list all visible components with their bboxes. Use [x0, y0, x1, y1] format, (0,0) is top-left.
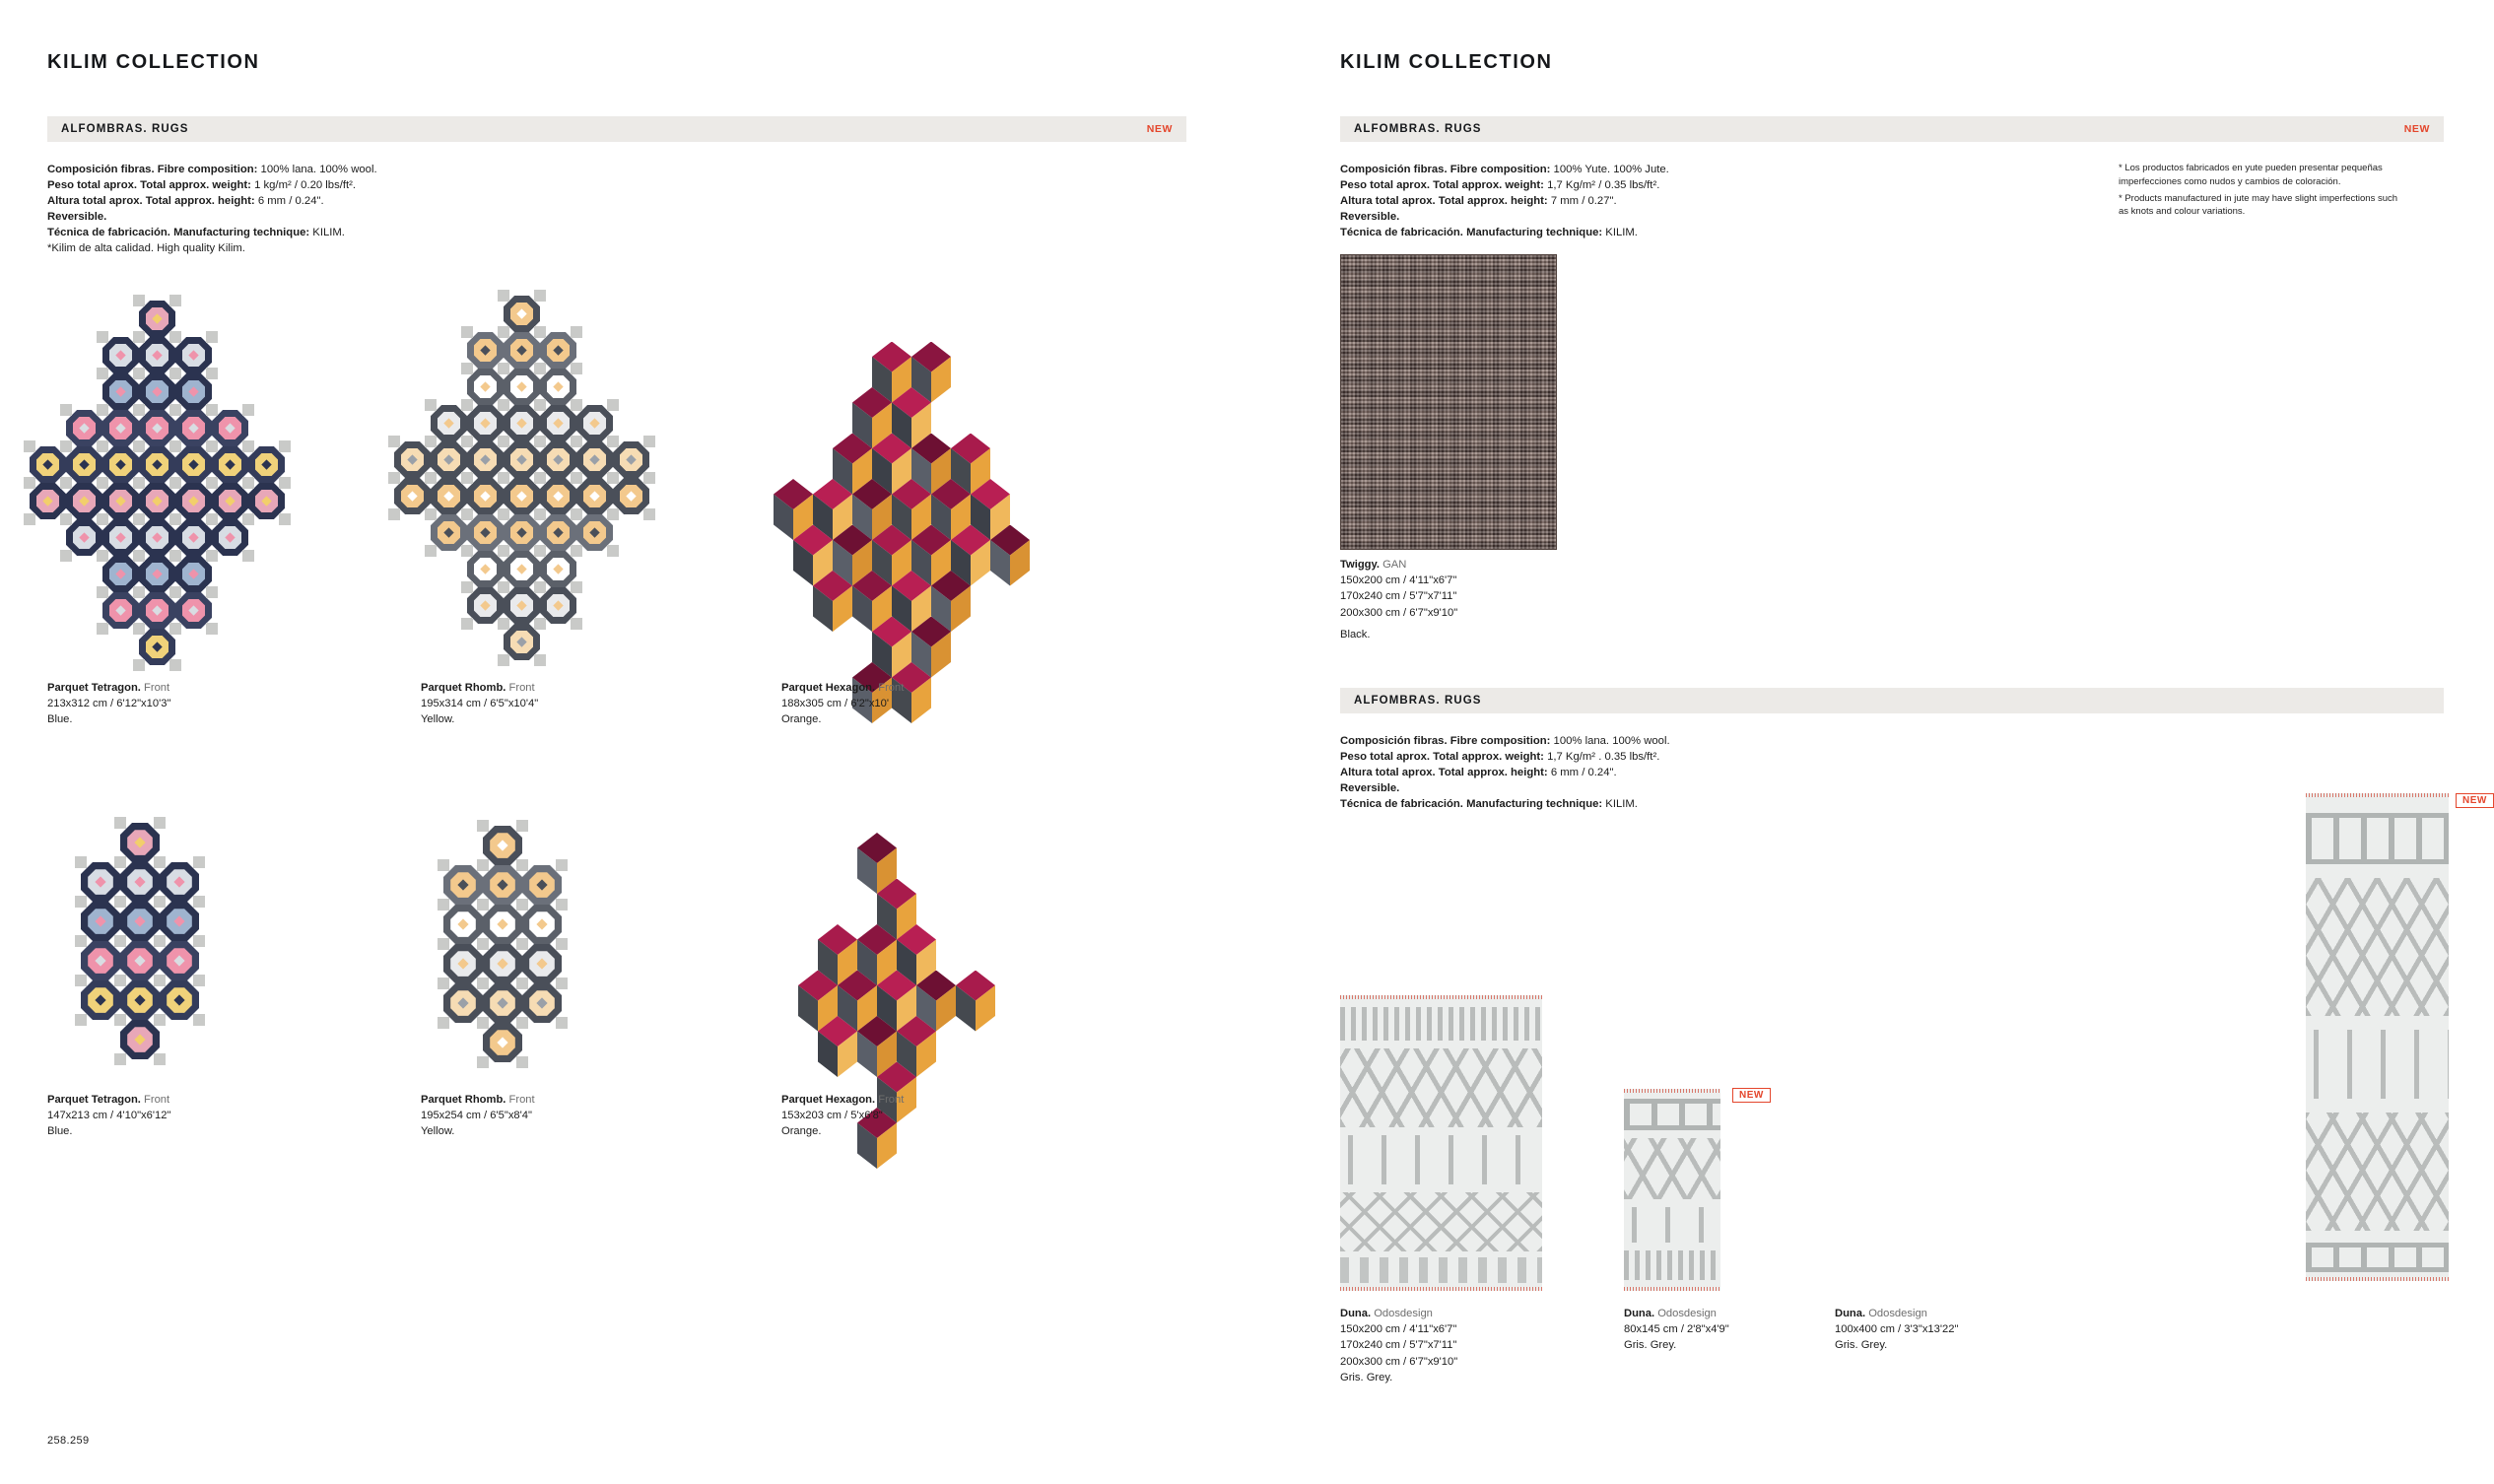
rug-motif-joint	[498, 436, 508, 446]
rug-band	[1624, 1207, 1720, 1243]
page-number: 258.259	[47, 1435, 90, 1447]
rug-motif-joint	[242, 404, 253, 415]
section-bar-label: ALFOMBRAS. RUGS	[1354, 695, 1482, 707]
rug-motif-joint	[607, 545, 618, 556]
caption-duna-small	[1624, 1306, 1729, 1354]
rug-motif-joint	[425, 545, 436, 556]
product-colour: Orange.	[781, 713, 822, 726]
product-name: Duna.	[1835, 1308, 1866, 1319]
spec-height-label: Altura total aprox. Total approx. height:	[47, 195, 255, 208]
rug-motif-joint	[516, 820, 528, 832]
rug-motif-joint	[607, 399, 618, 410]
rug-image-parquet-tetragon-small	[41, 823, 238, 1074]
spec-fibre-value: 100% Yute. 100% Jute.	[1553, 164, 1669, 175]
rug-motif-joint	[498, 399, 508, 410]
product-colour: Yellow.	[421, 1125, 455, 1138]
rug-image-duna-small	[1624, 1089, 1720, 1291]
rug-motif	[956, 971, 995, 1032]
spec-weight-label: Peso total aprox. Total approx. weight:	[1340, 179, 1544, 192]
page-title-right: KILIM COLLECTION	[1340, 51, 1553, 73]
product-brand: GAN	[1382, 559, 1407, 571]
rug-motif-joint	[571, 363, 581, 373]
product-brand: Odosdesign	[1374, 1308, 1433, 1319]
rug-motif-joint	[461, 545, 472, 556]
rug-motif-joint	[516, 1017, 528, 1029]
rug-motif-joint	[571, 326, 581, 337]
spec-reversible: Reversible.	[47, 211, 107, 224]
section-bar-right-2	[1340, 688, 2444, 713]
product-size: 153x203 cm / 5'x6'8"	[781, 1110, 883, 1122]
caption-product-4	[421, 1092, 535, 1140]
product-colour: Orange.	[781, 1125, 822, 1138]
rug-motif-joint	[556, 1017, 568, 1029]
rug-motif-joint	[75, 975, 87, 986]
product-brand: Front	[144, 1094, 170, 1106]
rug-motif-joint	[556, 899, 568, 911]
rug-motif-joint	[461, 363, 472, 373]
rug-motif-joint	[477, 820, 489, 832]
product-colour: Blue.	[47, 1125, 73, 1138]
rug-motif-joint	[438, 859, 449, 871]
product-size-2: 170x240 cm / 5'7"x7'11"	[1340, 590, 1457, 603]
rug-motif-joint	[556, 859, 568, 871]
product-size: 195x314 cm / 6'5"x10'4"	[421, 698, 539, 710]
rug-motif-joint	[169, 440, 180, 451]
rug-motif-joint	[498, 545, 508, 556]
rug-fringe-top	[2306, 793, 2449, 797]
rug-motif-joint	[425, 399, 436, 410]
product-colour: Gris. Grey.	[1624, 1339, 1677, 1352]
product-brand: Front	[508, 1094, 535, 1106]
right-page	[1320, 0, 2487, 1484]
rug-motif-joint	[477, 978, 489, 989]
rug-band	[2306, 813, 2449, 864]
rug-motif-joint	[206, 404, 217, 415]
rug-motif-joint	[97, 368, 107, 378]
spec-weight-label: Peso total aprox. Total approx. weight:	[47, 179, 251, 192]
rug-motif-joint	[388, 472, 399, 483]
product-name: Duna.	[1340, 1308, 1372, 1319]
rug-motif-joint	[534, 290, 545, 301]
rug-motif-joint	[169, 586, 180, 597]
product-size: 147x213 cm / 4'10"x6'12"	[47, 1110, 171, 1122]
rug-image-parquet-hexagon-small	[778, 833, 980, 1074]
rug-motif-joint	[242, 440, 253, 451]
spec-height-value: 6 mm / 0.24".	[1550, 767, 1617, 779]
rug-motif-joint	[279, 440, 290, 451]
spec-technique-value: KILIM.	[1605, 798, 1638, 811]
rug-motif-joint	[60, 550, 71, 561]
product-name: Parquet Tetragon.	[47, 682, 141, 694]
specs-right-2	[1340, 733, 1892, 812]
rug-motif	[818, 1016, 857, 1077]
rug-motif-joint	[97, 586, 107, 597]
new-badge-duna-runner: NEW	[2456, 793, 2494, 808]
rug-motif-joint	[477, 1017, 489, 1029]
rug-motif-joint	[133, 477, 144, 488]
rug-motif-joint	[154, 896, 166, 908]
rug-motif-joint	[154, 935, 166, 947]
rug-motif-joint	[97, 477, 107, 488]
rug-motif-joint	[242, 550, 253, 561]
rug-motif-joint	[498, 508, 508, 519]
spec-technique-label: Técnica de fabricación. Manufacturing technique:	[47, 227, 310, 239]
rug-image-parquet-rhomb-large	[394, 296, 645, 675]
product-size-3: 200x300 cm / 6'7"x9'10"	[1340, 606, 1458, 619]
rug-motif-joint	[438, 938, 449, 950]
rug-motif-joint	[498, 581, 508, 592]
rug-motif-joint	[556, 978, 568, 989]
spec-reversible: Reversible.	[1340, 782, 1400, 795]
rug-motif-joint	[438, 1017, 449, 1029]
rug-motif-joint	[97, 513, 107, 524]
rug-motif-joint	[461, 399, 472, 410]
product-colour: Yellow.	[421, 713, 455, 726]
product-brand: Front	[878, 1094, 905, 1106]
rug-motif-joint	[461, 326, 472, 337]
rug-motif-joint	[206, 368, 217, 378]
rug-motif-joint	[114, 1014, 126, 1026]
rug-motif-joint	[206, 513, 217, 524]
rug-motif-joint	[154, 1014, 166, 1026]
rug-motif-joint	[193, 935, 205, 947]
spec-fibre-label: Composición fibras. Fibre composition:	[1340, 164, 1551, 175]
product-name: Duna.	[1624, 1308, 1655, 1319]
spec-footnote: *Kilim de alta calidad. High quality Kilim.	[47, 242, 245, 255]
rug-motif-joint	[498, 326, 508, 337]
rug-band	[2306, 1030, 2449, 1099]
rug-motif-joint	[193, 856, 205, 868]
product-colour: Gris. Grey.	[1835, 1339, 1888, 1352]
rug-band	[1624, 1099, 1720, 1130]
rug-motif-joint	[114, 817, 126, 829]
rug-motif-joint	[477, 1056, 489, 1068]
rug-band	[1340, 1007, 1542, 1041]
section-bar-label: ALFOMBRAS. RUGS	[61, 123, 189, 135]
rug-band	[1624, 1138, 1720, 1199]
rug-motif-joint	[516, 859, 528, 871]
rug-motif-joint	[75, 896, 87, 908]
rug-band	[1340, 1192, 1542, 1251]
rug-motif-joint	[97, 331, 107, 342]
rug-motif-joint	[498, 363, 508, 373]
page-title-left: KILIM COLLECTION	[47, 51, 260, 73]
rug-image-twiggy	[1340, 254, 1557, 550]
product-brand: Odosdesign	[1657, 1308, 1717, 1319]
rug-motif-joint	[133, 404, 144, 415]
rug-motif-joint	[571, 581, 581, 592]
rug-motif-joint	[206, 550, 217, 561]
rug-motif-joint	[114, 896, 126, 908]
rug-motif-joint	[571, 508, 581, 519]
rug-band	[2306, 878, 2449, 1016]
rug-motif-joint	[461, 618, 472, 629]
rug-motif-joint	[114, 1053, 126, 1065]
rug-motif-joint	[534, 581, 545, 592]
product-brand: Front	[144, 682, 170, 694]
product-name: Parquet Hexagon.	[781, 1094, 876, 1106]
section-bar-label: ALFOMBRAS. RUGS	[1354, 123, 1482, 135]
rug-image-parquet-tetragon-large	[30, 301, 291, 665]
rug-motif-joint	[388, 508, 399, 519]
rug-image-parquet-rhomb-small	[404, 826, 636, 1077]
rug-fringe-bottom	[1340, 1287, 1542, 1291]
rug-motif-joint	[169, 659, 180, 670]
rug-motif-joint	[97, 550, 107, 561]
jute-note-es: * Los productos fabricados en yute pueden presentar pequeñas imperfecciones como nudos y cambios de coloración.	[2119, 163, 2383, 187]
rug-fringe-top	[1624, 1089, 1720, 1093]
rug-motif-joint	[477, 859, 489, 871]
rug-band	[2306, 1113, 2449, 1231]
spec-weight-label: Peso total aprox. Total approx. weight:	[1340, 751, 1544, 764]
spec-height-value: 7 mm / 0.27".	[1550, 195, 1617, 208]
caption-product-0	[47, 680, 170, 728]
product-size-1: 100x400 cm / 3'3"x13'22"	[1835, 1323, 1959, 1336]
product-brand: Front	[508, 682, 535, 694]
rug-motif-joint	[169, 513, 180, 524]
rug-motif-joint	[133, 295, 144, 305]
section-bar-new-tag: NEW	[1146, 123, 1173, 135]
rug-band	[2306, 1243, 2449, 1272]
spec-technique-value: KILIM.	[312, 227, 345, 239]
spec-technique-value: KILIM.	[1605, 227, 1638, 239]
rug-motif-joint	[60, 440, 71, 451]
rug-motif-joint	[643, 508, 654, 519]
specs-right-1	[1340, 162, 1892, 240]
rug-motif-joint	[24, 477, 34, 488]
rug-motif-joint	[516, 1056, 528, 1068]
product-brand: Front	[878, 682, 905, 694]
rug-motif-joint	[206, 331, 217, 342]
rug-motif-joint	[169, 368, 180, 378]
rug-motif-joint	[534, 436, 545, 446]
rug-motif-joint	[242, 513, 253, 524]
rug-motif-joint	[169, 295, 180, 305]
product-size-3: 200x300 cm / 6'7"x9'10"	[1340, 1355, 1458, 1368]
rug-band	[1340, 1135, 1542, 1184]
rug-motif-joint	[461, 508, 472, 519]
rug-image-duna-large	[1340, 995, 1542, 1291]
product-size-2: 170x240 cm / 5'7"x7'11"	[1340, 1339, 1457, 1352]
rug-motif-joint	[498, 654, 508, 665]
caption-duna-large	[1340, 1306, 1457, 1385]
rug-motif-joint	[75, 1014, 87, 1026]
spec-weight-value: 1,7 Kg/m² . 0.35 lbs/ft².	[1547, 751, 1660, 764]
caption-twiggy	[1340, 557, 1457, 642]
rug-motif-joint	[425, 508, 436, 519]
spec-fibre-value: 100% lana. 100% wool.	[260, 164, 377, 175]
rug-motif-joint	[206, 586, 217, 597]
rug-motif-joint	[571, 399, 581, 410]
new-badge-duna-small: NEW	[1732, 1088, 1771, 1103]
rug-motif-joint	[438, 978, 449, 989]
rug-motif-joint	[206, 623, 217, 634]
rug-motif-joint	[534, 545, 545, 556]
rug-motif-joint	[556, 938, 568, 950]
rug-motif-joint	[206, 477, 217, 488]
spec-technique-label: Técnica de fabricación. Manufacturing technique:	[1340, 798, 1603, 811]
rug-motif-joint	[24, 513, 34, 524]
spec-fibre-label: Composición fibras. Fibre composition:	[1340, 735, 1551, 747]
caption-product-2	[781, 680, 904, 728]
rug-motif-joint	[169, 477, 180, 488]
jute-notes	[2119, 162, 2404, 222]
rug-motif-joint	[516, 938, 528, 950]
rug-motif-joint	[516, 899, 528, 911]
rug-motif-joint	[461, 581, 472, 592]
rug-motif-joint	[114, 975, 126, 986]
product-name: Parquet Rhomb.	[421, 1094, 506, 1106]
rug-band	[1624, 1250, 1720, 1280]
rug-motif-joint	[461, 436, 472, 446]
spec-reversible: Reversible.	[1340, 211, 1400, 224]
rug-motif-joint	[193, 975, 205, 986]
rug-motif-joint	[193, 1014, 205, 1026]
rug-motif-joint	[154, 856, 166, 868]
rug-motif-joint	[534, 508, 545, 519]
rug-motif-joint	[477, 899, 489, 911]
rug-motif-joint	[169, 623, 180, 634]
rug-motif-joint	[60, 513, 71, 524]
spec-fibre-label: Composición fibras. Fibre composition:	[47, 164, 258, 175]
rug-fringe-bottom	[1624, 1287, 1720, 1291]
rug-motif-joint	[388, 436, 399, 446]
rug-band	[1340, 1257, 1542, 1283]
product-name: Parquet Hexagon.	[781, 682, 876, 694]
rug-motif-joint	[242, 477, 253, 488]
product-size: 188x305 cm / 6'2"x10'	[781, 698, 889, 710]
rug-motif-joint	[425, 472, 436, 483]
rug-motif-joint	[133, 550, 144, 561]
rug-motif-joint	[534, 363, 545, 373]
rug-motif-joint	[607, 508, 618, 519]
product-colour: Blue.	[47, 713, 73, 726]
rug-motif-joint	[133, 623, 144, 634]
rug-motif-joint	[97, 623, 107, 634]
rug-image-parquet-hexagon-large	[774, 296, 1005, 665]
caption-duna-runner	[1835, 1306, 1958, 1354]
rug-motif-joint	[643, 436, 654, 446]
rug-motif-joint	[534, 326, 545, 337]
spec-height-label: Altura total aprox. Total approx. height:	[1340, 195, 1548, 208]
product-colour: Gris. Grey.	[1340, 1371, 1393, 1383]
rug-motif-joint	[643, 472, 654, 483]
spec-height-label: Altura total aprox. Total approx. height:	[1340, 767, 1548, 779]
product-colour: Black.	[1340, 628, 1371, 641]
spec-weight-value: 1,7 Kg/m² / 0.35 lbs/ft².	[1547, 179, 1660, 192]
rug-motif-joint	[169, 331, 180, 342]
rug-motif-joint	[477, 938, 489, 950]
rug-motif-joint	[206, 440, 217, 451]
section-bar-right-1	[1340, 116, 2444, 142]
rug-motif-joint	[169, 404, 180, 415]
rug-motif-joint	[169, 550, 180, 561]
specs-left	[47, 162, 599, 256]
rug-motif-joint	[571, 545, 581, 556]
product-size-1: 150x200 cm / 4'11"x6'7"	[1340, 574, 1457, 587]
jute-note-en: * Products manufactured in jute may have slight imperfections such as knots and colour variations.	[2119, 192, 2398, 218]
spec-weight-value: 1 kg/m² / 0.20 lbs/ft².	[254, 179, 357, 192]
rug-motif-joint	[60, 404, 71, 415]
section-bar-left	[47, 116, 1186, 142]
rug-motif-joint	[97, 440, 107, 451]
rug-motif-joint	[133, 368, 144, 378]
rug-fringe-top	[1340, 995, 1542, 999]
rug-motif-joint	[498, 290, 508, 301]
rug-motif-joint	[193, 896, 205, 908]
rug-motif-joint	[571, 436, 581, 446]
rug-motif-joint	[24, 440, 34, 451]
product-size: 213x312 cm / 6'12"x10'3"	[47, 698, 171, 710]
rug-motif-joint	[75, 935, 87, 947]
rug-motif-joint	[516, 978, 528, 989]
caption-product-5	[781, 1092, 904, 1140]
rug-motif	[813, 571, 852, 632]
caption-product-3	[47, 1092, 170, 1140]
rug-motif-joint	[133, 331, 144, 342]
rug-motif-joint	[534, 472, 545, 483]
rug-motif-joint	[438, 899, 449, 911]
rug-motif-joint	[114, 935, 126, 947]
rug-motif-joint	[534, 399, 545, 410]
product-size-1: 80x145 cm / 2'8"x4'9"	[1624, 1323, 1729, 1336]
spec-fibre-value: 100% lana. 100% wool.	[1553, 735, 1670, 747]
product-name: Parquet Rhomb.	[421, 682, 506, 694]
rug-motif-joint	[534, 654, 545, 665]
rug-motif-joint	[461, 472, 472, 483]
rug-motif-joint	[279, 513, 290, 524]
product-brand: Odosdesign	[1868, 1308, 1927, 1319]
rug-motif-joint	[425, 436, 436, 446]
rug-image-duna-runner	[2306, 793, 2449, 1281]
rug-motif-joint	[133, 440, 144, 451]
rug-motif-joint	[607, 436, 618, 446]
rug-motif-joint	[133, 659, 144, 670]
rug-motif-joint	[133, 586, 144, 597]
spec-height-value: 6 mm / 0.24".	[257, 195, 324, 208]
product-size-1: 150x200 cm / 4'11"x6'7"	[1340, 1323, 1457, 1336]
rug-motif	[990, 525, 1030, 586]
product-size: 195x254 cm / 6'5"x8'4"	[421, 1110, 532, 1122]
rug-motif-joint	[154, 817, 166, 829]
section-bar-new-tag: NEW	[2403, 123, 2430, 135]
rug-motif-joint	[75, 856, 87, 868]
rug-motif-joint	[498, 472, 508, 483]
rug-fringe-bottom	[2306, 1277, 2449, 1281]
rug-motif-joint	[154, 975, 166, 986]
rug-motif-joint	[607, 472, 618, 483]
rug-motif-joint	[571, 472, 581, 483]
rug-motif-joint	[279, 477, 290, 488]
rug-motif-joint	[154, 1053, 166, 1065]
caption-product-1	[421, 680, 538, 728]
rug-motif-joint	[114, 856, 126, 868]
rug-motif-joint	[97, 404, 107, 415]
rug-motif-joint	[60, 477, 71, 488]
rug-motif-joint	[133, 513, 144, 524]
spec-technique-label: Técnica de fabricación. Manufacturing technique:	[1340, 227, 1603, 239]
product-name: Twiggy.	[1340, 559, 1380, 571]
product-name: Parquet Tetragon.	[47, 1094, 141, 1106]
rug-motif-joint	[571, 618, 581, 629]
rug-motif-joint	[498, 618, 508, 629]
rug-band	[1340, 1048, 1542, 1127]
rug-motif-joint	[534, 618, 545, 629]
